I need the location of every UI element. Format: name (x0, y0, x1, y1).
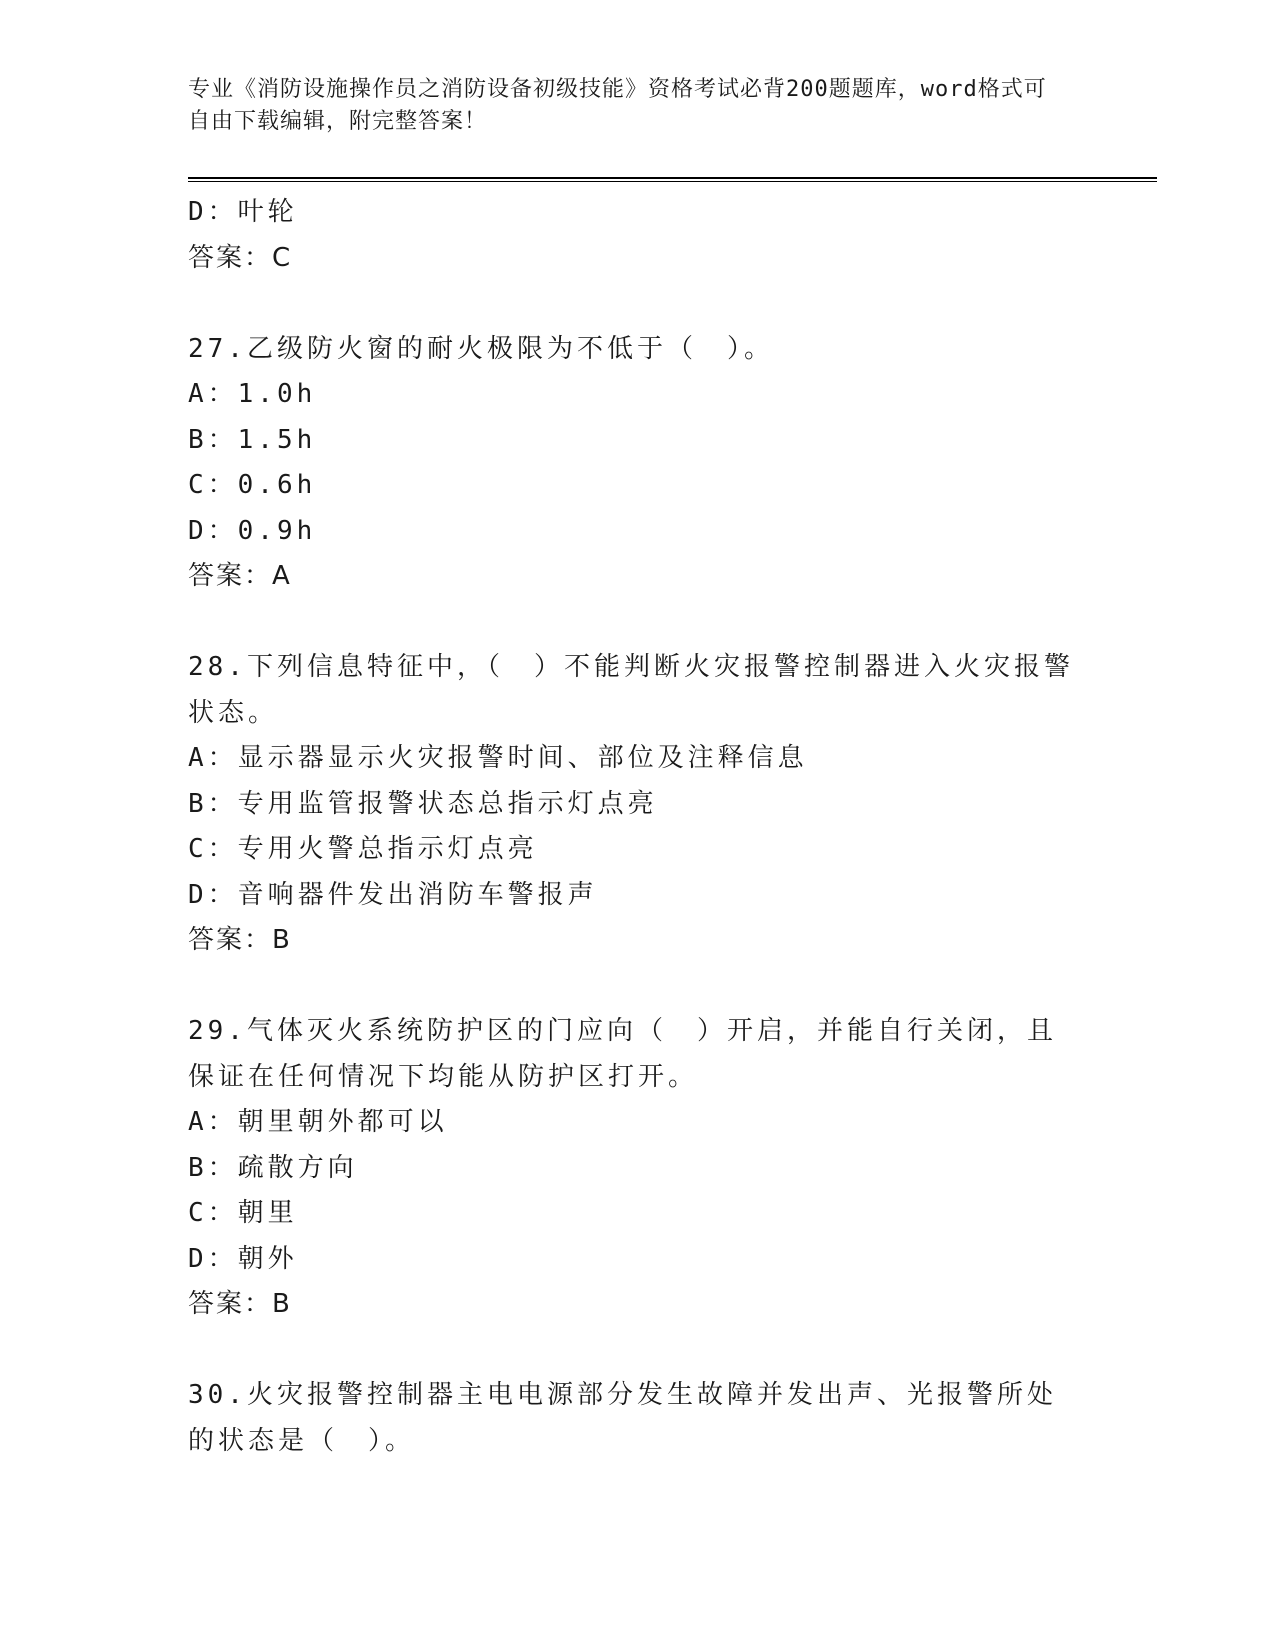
answer-line: 答案：B (188, 925, 292, 955)
option-d: D：0.9h (188, 515, 317, 546)
option-a: A：显示器显示火灾报警时间、部位及注释信息 (188, 743, 808, 773)
question-list (188, 190, 1088, 1464)
option-d: D：音响器件发出消防车警报声 (188, 879, 598, 910)
answer-line: 答案：B (188, 1289, 292, 1319)
spacer (188, 964, 1088, 1010)
question-stem: 29.气体灭火系统防护区的门应向（ ）开启，并能自行关闭，且保证在任何情况下均能从防护区打开。 (188, 1016, 1057, 1092)
option-d: D：朝外 (188, 1243, 298, 1274)
document-header: 专业《消防设施操作员之消防设备初级技能》资格考试必背200题题库，word格式可自由下载编辑，附完整答案！ (188, 77, 1047, 134)
option-b: B：1.5h (188, 424, 317, 455)
spacer (188, 1328, 1088, 1374)
answer-line: 答案：C (188, 242, 293, 273)
option-c: C：专用火警总指示灯点亮 (188, 834, 538, 864)
option-a: A：1.0h (188, 379, 317, 409)
spacer (188, 600, 1088, 646)
question-stem: 30.火灾报警控制器主电电源部分发生故障并发出声、光报警所处的状态是（ ）。 (188, 1380, 1057, 1456)
option-b: B：专用监管报警状态总指示灯点亮 (188, 788, 658, 819)
header-divider (188, 177, 1157, 182)
option-b: B：疏散方向 (188, 1152, 358, 1183)
option-c: C：朝里 (188, 1198, 298, 1228)
spacer (188, 281, 1088, 327)
option-d: D：叶轮 (188, 197, 298, 227)
option-c: C：0.6h (188, 470, 317, 500)
question-stem: 27.乙级防火窗的耐火极限为不低于（ ）。 (188, 333, 774, 364)
answer-line: 答案：A (188, 561, 292, 591)
option-a: A：朝里朝外都可以 (188, 1107, 448, 1137)
question-stem: 28.下列信息特征中，（ ）不能判断火灾报警控制器进入火灾报警状态。 (188, 652, 1074, 728)
